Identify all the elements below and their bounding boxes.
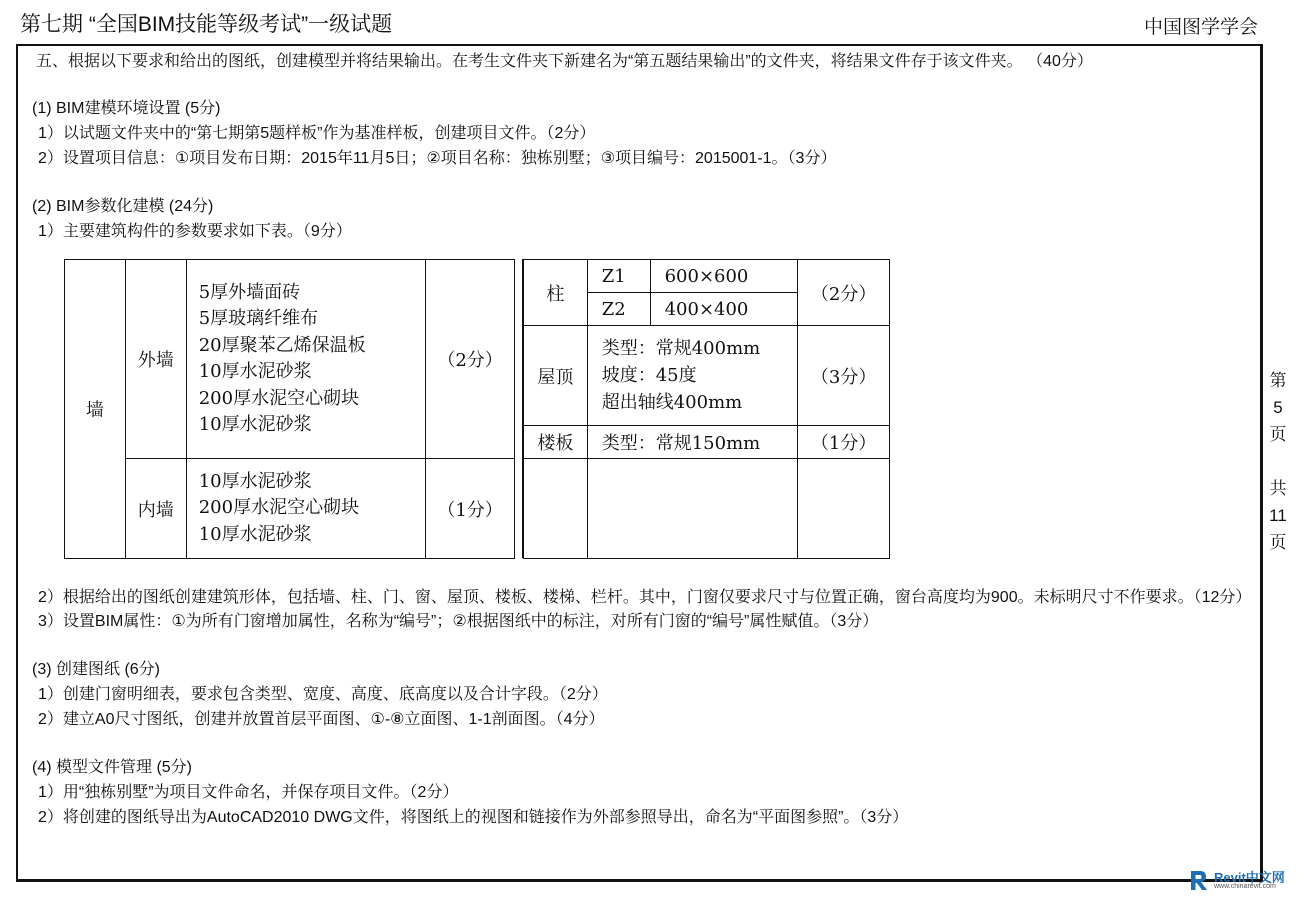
section-2-item-3: 3）设置BIM属性：①为所有门窗增加属性，名称为“编号”；②根据图纸中的标注，对所有门窗的“编号”属性赋值。（3分） xyxy=(38,613,879,630)
empty-cell xyxy=(587,459,798,559)
roof-score: （3分） xyxy=(798,326,890,426)
table-divider xyxy=(514,259,523,558)
section-4-item-1: 1）用“独栋别墅”为项目文件命名，并保存项目文件。（2分） xyxy=(38,784,459,801)
question-intro: 五、根据以下要求和给出的图纸，创建模型并将结果输出。在考生文件夹下新建名为“第五题结果输出”的文件夹，将结果文件存于该文件夹。 （40分） xyxy=(36,53,1093,70)
table-row xyxy=(65,459,515,559)
revit-logo-icon xyxy=(1188,868,1210,892)
section-2-item-1: 1）主要建筑构件的参数要求如下表。（9分） xyxy=(38,223,352,240)
roof-params xyxy=(587,326,798,426)
empty-cell xyxy=(524,459,588,559)
page-number-char: 页 xyxy=(1269,425,1287,444)
list-item: 200厚水泥空心砌块 xyxy=(198,497,360,519)
list-item: 5厚外墙面砖 xyxy=(198,281,301,303)
exam-title: 第七期 “全国BIM技能等级考试”一级试题 xyxy=(20,13,393,36)
table-row xyxy=(524,459,890,559)
section-1-item-1: 1）以试题文件夹中的“第七期第5题样板”作为基准样板，创建项目文件。（2分） xyxy=(38,125,596,142)
table-row xyxy=(524,260,890,293)
column-size-z1: 600×600 xyxy=(650,260,798,293)
list-item: 10厚水泥砂浆 xyxy=(198,470,312,492)
list-item: 10厚水泥砂浆 xyxy=(198,414,312,435)
inner-wall-score: （1分） xyxy=(426,459,515,559)
component-parameter-table xyxy=(523,259,890,559)
table-row xyxy=(524,426,890,459)
inner-wall-layers xyxy=(186,459,425,559)
organization-name: 中国图学学会 xyxy=(1143,17,1258,38)
empty-cell xyxy=(798,459,890,559)
list-item: 坡度：45度 xyxy=(601,365,697,386)
section-1-item-2: 2）设置项目信息：①项目发布日期：2015年11月5日；②项目名称：独栋别墅；③项目编号：2015001-1。（3分） xyxy=(38,150,837,167)
section-3-item-2: 2）建立A0尺寸图纸，创建并放置首层平面图、①-⑧立面图、1-1剖面图。（4分） xyxy=(38,711,605,728)
column-score: （2分） xyxy=(798,260,890,326)
list-item: 5厚玻璃纤维布 xyxy=(198,308,319,329)
column-size-z2: 400×400 xyxy=(650,293,798,326)
page-number-char: 共 xyxy=(1269,479,1287,498)
page-number-char: 页 xyxy=(1269,533,1287,552)
section-1-title: (1) BIM建模环境设置 (5分) xyxy=(32,100,221,117)
table-row xyxy=(524,326,890,426)
logo-name: Revit中文网 xyxy=(1214,870,1285,885)
column-label: 柱 xyxy=(524,260,588,326)
list-item: 10厚水泥砂浆 xyxy=(198,361,312,382)
page-number-vertical xyxy=(1268,367,1288,556)
outer-wall-layers xyxy=(186,260,425,459)
inner-wall-label: 内墙 xyxy=(125,459,186,559)
floor-label: 楼板 xyxy=(524,426,588,459)
section-2-item-2: 2）根据给出的图纸创建建筑形体，包括墙、柱、门、窗、屋顶、楼板、楼梯、栏杆。其中，门窗仅要求尺寸与位置正确，窗台高度均为900。未标明尺寸不作要求。（12分） xyxy=(38,589,1252,606)
section-3-title: (3) 创建图纸 (6分) xyxy=(32,661,161,678)
floor-score: （1分） xyxy=(798,426,890,459)
list-item: 20厚聚苯乙烯保温板 xyxy=(198,334,366,356)
list-item: 200厚水泥空心砌块 xyxy=(198,387,360,409)
list-item: 类型：常规400mm xyxy=(601,338,761,359)
table-row xyxy=(65,260,515,459)
revit-logo xyxy=(1188,866,1298,896)
outer-wall-score: （2分） xyxy=(426,260,515,459)
page-number-char: 5 xyxy=(1273,398,1283,417)
wall-parameter-table xyxy=(64,259,515,559)
floor-type: 类型：常规150mm xyxy=(587,426,798,459)
section-3-item-1: 1）创建门窗明细表，要求包含类型、宽度、高度、底高度以及合计字段。（2分） xyxy=(38,686,608,703)
list-item: 超出轴线400mm xyxy=(601,392,743,413)
section-2-title: (2) BIM参数化建模 (24分) xyxy=(32,198,214,215)
roof-label: 屋顶 xyxy=(524,326,588,426)
section-4-item-2: 2）将创建的图纸导出为AutoCAD2010 DWG文件，将图纸上的视图和链接作为外部参照导出，命名为“平面图参照”。（3分） xyxy=(38,809,909,826)
page-number-char: 11 xyxy=(1269,506,1287,525)
outer-wall-label: 外墙 xyxy=(125,260,186,459)
page-number-char: 第 xyxy=(1269,371,1287,390)
section-4-title: (4) 模型文件管理 (5分) xyxy=(32,759,193,776)
column-code-z1: Z1 xyxy=(587,260,650,293)
list-item: 10厚水泥砂浆 xyxy=(198,523,312,545)
column-code-z2: Z2 xyxy=(587,293,650,326)
logo-url: www.chinarevit.com xyxy=(1214,883,1276,890)
wall-category-cell: 墙 xyxy=(65,260,126,559)
